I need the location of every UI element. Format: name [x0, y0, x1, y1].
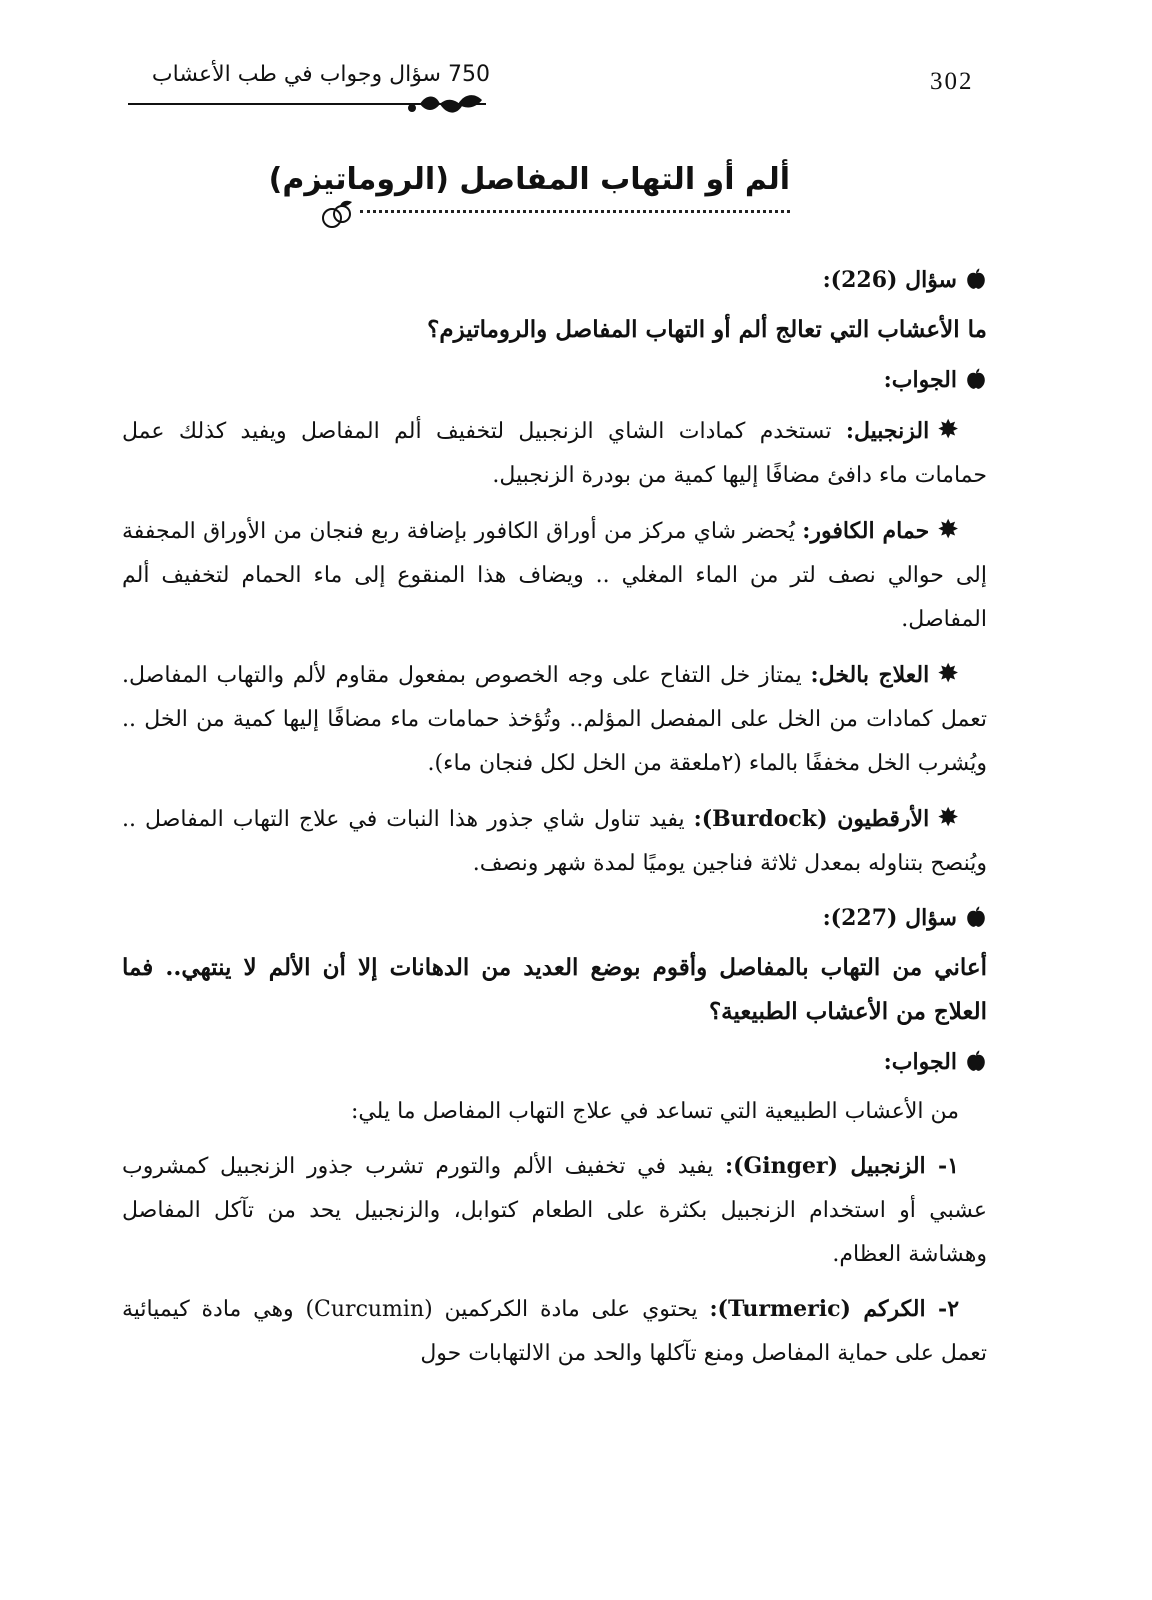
title-dotted-rule [360, 210, 790, 213]
remedy-item [122, 508, 987, 642]
section-title: ألم أو التهاب المفاصل (الروماتيزم) [268, 162, 790, 197]
remedy-term: ٢- الكركم (Turmeric): [709, 1296, 960, 1322]
running-title: 750 سؤال وجواب في طب الأعشاب [151, 62, 490, 87]
answer-227-intro: من الأعشاب الطبيعية التي تساعد في علاج التهاب المفاصل ما يلي: [350, 1099, 959, 1124]
page-number: 302 [930, 68, 974, 95]
apple-icon [965, 268, 987, 290]
apple-icon [965, 368, 987, 390]
question-226-label [122, 258, 987, 302]
remedy-item [122, 1287, 987, 1376]
answer-226-label [122, 358, 987, 402]
remedy-item [122, 408, 987, 498]
remedy-text: تستخدم كمادات الشاي الزنجبيل لتخفيف ألم المفاصل ويفيد كذلك عمل حمامات ماء دافئ مضافًا إليها كمية من بودرة الزنجبيل. [122, 419, 987, 488]
remedy-text: يُحضر شاي مركز من أوراق الكافور بإضافة ربع فنجان من الأوراق المجففة إلى حوالي نصف لتر من الماء المغلي .. ويضاف هذا المنقوع إلى ماء الحمام لتخفيف ألم المفاصل. [122, 519, 987, 632]
remedy-item [122, 652, 987, 786]
eight-pointed-star-icon: ✸ [937, 515, 959, 545]
question-227-label-text: سؤال (227): [822, 905, 957, 931]
remedy-term: الأرقطيون (Burdock): [693, 806, 930, 832]
remedy-item [122, 1144, 987, 1277]
remedy-text: يحتوي على مادة الكركمين (Curcumin) وهي مادة كيميائية تعمل على حماية المفاصل ومنع تآكلها والحد من الالتهابات حول [122, 1297, 987, 1366]
answer-227-label [122, 1040, 987, 1084]
question-227-label [122, 896, 987, 940]
eight-pointed-star-icon: ✸ [937, 659, 960, 689]
apple-icon [965, 906, 987, 928]
page-content [122, 258, 987, 1376]
question-226-text: ما الأعشاب التي تعالج ألم أو التهاب المفاصل والروماتيزم؟ [427, 316, 987, 343]
fruit-cluster-icon [318, 198, 358, 232]
answer-226-label-text: الجواب: [883, 367, 957, 393]
remedy-term: حمام الكافور: [802, 518, 930, 544]
remedy-item [122, 796, 987, 886]
question-227-text: أعاني من التهاب بالمفاصل وأقوم بوضع العديد من الدهانات إلا أن الألم لا ينتهي.. فما العلاج من الأعشاب الطبيعية؟ [122, 954, 987, 1025]
remedy-text: يمتاز خل التفاح على وجه الخصوص بمفعول مقاوم لألم والتهاب المفاصل. تعمل كمادات من الخل على المفصل المؤلم.. وتُؤخذ حمامات ماء مضافًا إليها كمية من الخل .. ويُشرب الخل مخففًا بالماء (٢ملعقة من الخل لكل فنجان ماء). [122, 663, 987, 776]
remedy-text: يفيد في تخفيف الألم والتورم تشرب جذور الزنجبيل كمشروب عشبي أو استخدام الزنجبيل بكثرة على الطعام كتوابل، والزنجبيل يحد من تآكل المفاصل وهشاشة العظام. [122, 1154, 987, 1267]
apple-icon [965, 1050, 987, 1072]
remedy-text: يفيد تناول شاي جذور هذا النبات في علاج التهاب المفاصل .. ويُنصح بتناوله بمعدل ثلاثة فناجين يوميًا لمدة شهر ونصف. [122, 807, 987, 876]
remedy-term: ١- الزنجبيل (Ginger): [724, 1153, 959, 1179]
leaf-branch-icon [400, 92, 490, 124]
eight-pointed-star-icon: ✸ [937, 415, 959, 445]
header-rule [128, 103, 428, 105]
answer-227-label-text: الجواب: [883, 1049, 957, 1075]
remedy-term: الزنجبيل: [845, 418, 930, 444]
eight-pointed-star-icon: ✸ [937, 803, 959, 833]
question-226-label-text: سؤال (226): [822, 267, 957, 293]
remedy-term: العلاج بالخل: [810, 662, 930, 688]
